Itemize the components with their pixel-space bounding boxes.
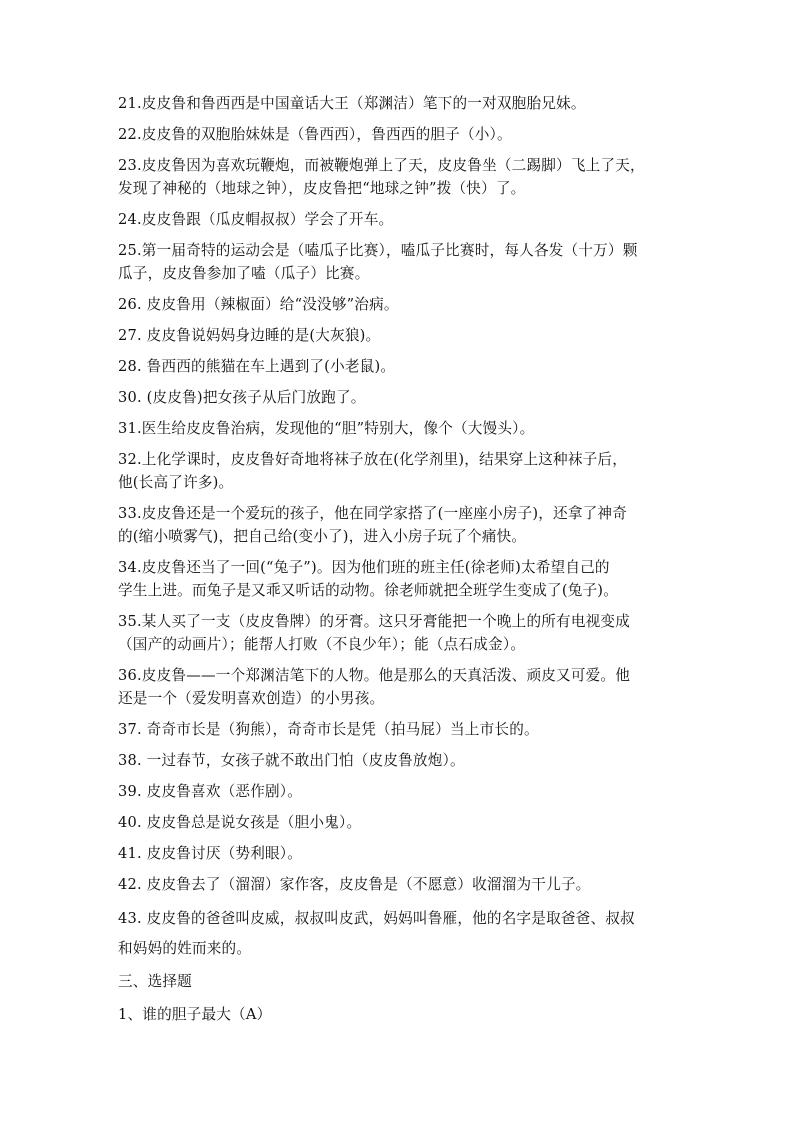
text-line: 还是一个（爱发明喜欢创造）的小男孩。 <box>118 690 385 707</box>
text-line: 38. 一过春节，女孩子就不敢出门怕（皮皮鲁放炮）。 <box>118 752 465 769</box>
paragraph <box>118 448 680 494</box>
text-line: 35.某人买了一支（皮皮鲁牌）的牙膏。这只牙膏能把一个晚上的所有电视变成 <box>118 613 631 630</box>
text-line: 40. 皮皮鲁总是说女孩是（胆小鬼）。 <box>118 814 362 831</box>
paragraph <box>118 842 680 865</box>
text-line: 瓜子，皮皮鲁参加了嗑（瓜子）比赛。 <box>118 265 370 282</box>
paragraph <box>118 718 680 741</box>
text-line: 36.皮皮鲁——一个郑渊洁笔下的人物。他是那么的天真活泼、顽皮又可爱。他 <box>118 667 631 684</box>
paragraph <box>118 239 680 285</box>
paragraph <box>118 92 680 115</box>
section-heading <box>118 967 680 997</box>
paragraph <box>118 386 680 409</box>
text-line: 32.上化学课时，皮皮鲁好奇地将袜子放在(化学剂里)，结果穿上这种袜子后， <box>118 451 627 468</box>
paragraph <box>118 208 680 231</box>
text-line: 的(缩小喷雾气)，把自己给(变小了)，进入小房子玩了个痛快。 <box>118 528 527 545</box>
text-line: 41. 皮皮鲁讨厌（势利眼）。 <box>118 845 303 862</box>
text-line: 发现了神秘的（地球之钟），皮皮鲁把“地球之钟”拨（快）了。 <box>118 180 526 197</box>
paragraph <box>118 904 680 964</box>
question-item <box>118 1000 680 1030</box>
paragraph <box>118 780 680 803</box>
text-line: 1、谁的胆子最大（A） <box>118 1006 272 1023</box>
text-line: 42. 皮皮鲁去了（溜溜）家作客，皮皮鲁是（不愿意）收溜溜为干儿子。 <box>118 876 591 893</box>
paragraph <box>118 355 680 378</box>
text-line: 34.皮皮鲁还当了一回(“兔子”)。因为他们班的班主任(徐老师)太希望自己的 <box>118 559 610 576</box>
text-line: 三、选择题 <box>118 973 192 990</box>
text-line: 31.医生给皮皮鲁治病，发现他的“胆”特别大，像个（大馒头）。 <box>118 420 535 437</box>
text-line: 30. (皮皮鲁)把女孩子从后门放跑了。 <box>118 389 366 406</box>
paragraph <box>118 417 680 440</box>
paragraph <box>118 123 680 146</box>
text-line: 33.皮皮鲁还是一个爱玩的孩子，他在同学家搭了(一座座小房子)，还拿了神奇 <box>118 505 627 522</box>
paragraph <box>118 873 680 896</box>
paragraph <box>118 610 680 656</box>
text-line: 25.第一届奇特的运动会是（嗑瓜子比赛），嗑瓜子比赛时，每人各发（十万）颗 <box>118 242 638 259</box>
paragraph <box>118 154 680 200</box>
paragraph <box>118 749 680 772</box>
paragraph <box>118 811 680 834</box>
text-line: （国产的动画片）；能帮人打败（不良少年）；能（点石成金）。 <box>118 636 526 653</box>
text-line: 他(长高了许多)。 <box>118 474 234 491</box>
document-body <box>118 92 680 1030</box>
text-line: 24.皮皮鲁跟（瓜皮帽叔叔）学会了开车。 <box>118 211 394 228</box>
text-line: 28. 鲁西西的熊猫在车上遇到了(小老鼠)。 <box>118 358 396 375</box>
text-line: 21.皮皮鲁和鲁西西是中国童话大王（郑渊洁）笔下的一对双胞胎兄妹。 <box>118 95 586 112</box>
text-line: 27. 皮皮鲁说妈妈身边睡的是(大灰狼)。 <box>118 327 381 344</box>
text-line: 43. 皮皮鲁的爸爸叫皮威，叔叔叫皮武，妈妈叫鲁雁，他的名字是取爸爸、叔叔 <box>118 910 635 927</box>
paragraph <box>118 293 680 316</box>
text-line: 37. 奇奇市长是（狗熊），奇奇市长是凭（拍马屁）当上市长的。 <box>118 721 539 738</box>
paragraph <box>118 664 680 710</box>
text-line: 23.皮皮鲁因为喜欢玩鞭炮，而被鞭炮弹上了天，皮皮鲁坐（二踢脚）飞上了天， <box>118 157 645 174</box>
paragraph <box>118 502 680 548</box>
paragraph <box>118 324 680 347</box>
text-line: 26. 皮皮鲁用（辣椒面）给“没没够”治病。 <box>118 296 399 313</box>
text-line: 39. 皮皮鲁喜欢（恶作剧）。 <box>118 783 303 800</box>
text-line: 学生上进。而兔子是又乖又听话的动物。徐老师就把全班学生变成了(兔子)。 <box>118 582 618 599</box>
paragraph <box>118 556 680 602</box>
text-line: 22.皮皮鲁的双胞胎妹妹是（鲁西西），鲁西西的胆子（小）。 <box>118 126 512 143</box>
text-line: 和妈妈的姓而来的。 <box>118 940 252 957</box>
